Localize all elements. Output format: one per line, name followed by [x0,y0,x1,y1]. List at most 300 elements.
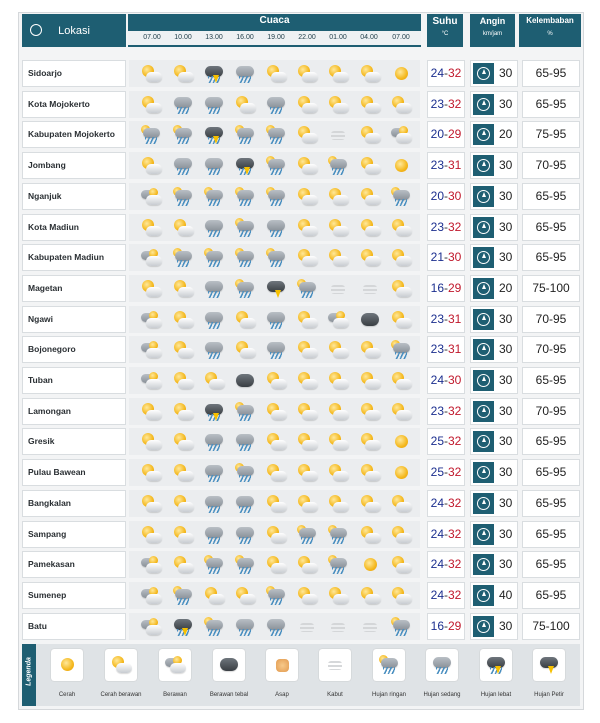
cloud-shape [365,533,381,543]
legend-label: Hujan sedang [423,692,461,698]
wind-cell [470,582,518,609]
sedang-weather-icon [234,525,256,545]
fog-shape [331,131,345,140]
ringan-weather-icon [327,156,349,176]
wind-speed: 20 [499,280,513,295]
temperature-cell [427,91,465,118]
lightning-bolt [244,167,250,175]
temp-separator: - [444,526,448,541]
legend-item-berawan [150,644,200,706]
wind-cell [470,183,518,210]
pc-weather-icon [172,432,194,452]
lightning-bolt [213,413,219,421]
rain-drops [239,291,251,298]
pc-weather-icon [390,95,412,115]
humidity-value: 70-95 [522,398,580,425]
cloud-shape [146,72,162,82]
ringan-weather-icon [265,125,287,145]
legend-swatch [319,649,351,681]
pc-weather-icon [359,525,381,545]
temp-max: 32 [448,526,462,541]
ringan-weather-icon [203,187,225,207]
city-name: Pamekasan [22,551,126,578]
rain-drops [239,475,251,482]
compass-icon [473,186,494,207]
cloud-shape [365,133,381,143]
ringan-weather-icon [203,248,225,268]
pc-weather-icon [359,95,381,115]
pc-weather-icon [359,218,381,238]
cloud-shape [333,410,349,420]
rain-drops [332,537,344,544]
compass-needle [482,223,486,228]
compass-icon [473,524,494,545]
temp-separator: - [444,434,448,449]
pc-weather-icon [172,525,194,545]
lebat-weather-icon [203,125,225,145]
cloud-shape [365,226,381,236]
compass-icon [473,431,494,452]
rain-drops [208,230,220,237]
sedang-weather-icon [172,95,194,115]
compass-icon [473,124,494,145]
rain-drops [436,667,448,674]
pc-weather-icon [359,432,381,452]
pc-weather-icon [265,525,287,545]
cloud-shape [365,103,381,113]
cloud-shape [146,625,162,635]
cloud-shape [146,103,162,113]
temp-min: 24 [430,495,444,510]
pc-weather-icon [172,494,194,514]
time-label: 13.00 [205,34,223,41]
temp-min: 25 [430,465,444,480]
legend-label: Berawan [163,692,187,698]
cloud-shape [302,502,318,512]
compass-needle [482,499,486,504]
wind-speed: 30 [499,342,513,357]
legend-item-cerah [42,644,92,706]
cloud-shape [146,594,162,604]
cloud-shape [365,379,381,389]
cerah-weather-icon [390,64,412,84]
cloud-shape [333,72,349,82]
cloud-shape [365,256,381,266]
table-row [22,428,580,455]
temp-separator: - [444,311,448,326]
compass-needle [482,560,486,565]
header-kelembaban-label: Kelembaban [526,16,574,25]
rain-drops [239,629,251,636]
cloud-shape [302,72,318,82]
temp-max: 30 [448,250,462,265]
sedang-weather-icon [203,156,225,176]
cloud-shape [396,594,412,604]
ringan-weather-icon [234,187,256,207]
lebat-weather-icon [203,64,225,84]
compass-needle [482,161,486,166]
sedang-weather-icon [203,279,225,299]
ringan-weather-icon [265,586,287,606]
pc-weather-icon [327,432,349,452]
tebal-weather-icon [218,655,240,675]
rain-drops [208,506,220,513]
cloud-shape [236,374,254,387]
cloud-shape [146,195,162,205]
compass-icon [473,247,494,268]
pc-weather-icon [296,156,318,176]
legend-swatch [213,649,245,681]
berawan-weather-icon [140,187,162,207]
temp-min: 24 [430,557,444,572]
legend-item-kabut [310,644,360,706]
temp-min: 20 [430,188,444,203]
ringan-weather-icon [172,187,194,207]
cloud-shape [178,563,194,573]
cloud-shape [302,133,318,143]
temp-max: 29 [448,127,462,142]
weather-strip [129,428,420,455]
compass-icon [473,554,494,575]
temp-separator: - [444,158,448,173]
cloud-shape [178,72,194,82]
pc-weather-icon [390,402,412,422]
wind-speed: 30 [499,403,513,418]
kabut-weather-icon [296,617,318,637]
wind-cell [470,613,518,640]
table-row [22,60,580,87]
pc-weather-icon [296,125,318,145]
legend-swatch [480,649,512,681]
cloud-shape [396,502,412,512]
sun-shape [395,466,408,479]
compass-needle [482,530,486,535]
ringan-weather-icon [234,218,256,238]
rain-drops [208,168,220,175]
time-row [128,31,421,45]
humidity-value: 65-95 [522,551,580,578]
compass-needle [482,100,486,105]
compass-icon [473,63,494,84]
pc-weather-icon [140,95,162,115]
rain-drops [208,629,220,636]
cloud-shape [396,533,412,543]
cloud-shape [146,226,162,236]
legend-swatch [373,649,405,681]
ringan-weather-icon [327,555,349,575]
pc-weather-icon [390,494,412,514]
header-angin-label: Angin [479,16,506,26]
berawan-weather-icon [327,310,349,330]
sedang-weather-icon [234,432,256,452]
lebat-weather-icon [485,655,507,675]
pc-weather-icon [265,555,287,575]
sun-shape [395,159,408,172]
time-label: 01.00 [329,34,347,41]
sedang-weather-icon [234,617,256,637]
temperature-cell [427,428,465,455]
compass-icon [473,370,494,391]
legend-label: Cerah [58,692,76,698]
pc-weather-icon [327,187,349,207]
compass-needle [482,376,486,381]
temp-max: 31 [448,158,462,173]
fog-shape [363,623,377,632]
humidity-value: 70-95 [522,152,580,179]
pc-weather-icon [140,525,162,545]
header-cuaca [128,14,421,47]
sedang-weather-icon [203,494,225,514]
cloud-shape [271,72,287,82]
cloud-shape [333,440,349,450]
pc-weather-icon [234,310,256,330]
time-label: 04.00 [360,34,378,41]
cloud-shape [240,318,256,328]
temp-min: 25 [430,434,444,449]
lebat-weather-icon [234,156,256,176]
cloud-shape [333,256,349,266]
wind-cell [470,398,518,425]
rain-drops [270,260,282,267]
compass-icon [473,401,494,422]
pc-weather-icon [327,494,349,514]
ringan-weather-icon [234,555,256,575]
temperature-cell [427,367,465,394]
rain-drops [395,199,407,206]
lightning-bolt [182,628,188,636]
rain-drops [270,137,282,144]
wind-speed: 30 [499,188,513,203]
cloud-shape [396,410,412,420]
rain-drops [270,322,282,329]
compass-needle [482,130,486,135]
ringan-weather-icon [390,187,412,207]
pc-weather-icon [296,586,318,606]
wind-cell [470,152,518,179]
compass-icon [473,278,494,299]
sedang-weather-icon [172,156,194,176]
temp-max: 32 [448,403,462,418]
wind-speed: 30 [499,158,513,173]
temp-separator: - [444,219,448,234]
ringan-weather-icon [234,279,256,299]
temp-min: 16 [430,280,444,295]
temperature-cell [427,244,465,271]
cloud-shape [302,195,318,205]
temperature-cell [427,336,465,363]
cloud-shape [116,663,132,673]
pc-weather-icon [327,64,349,84]
cloud-shape [271,563,287,573]
cloud-shape [365,440,381,450]
table-row [22,582,580,609]
city-name: Kota Mojokerto [22,91,126,118]
temp-min: 21 [430,250,444,265]
legend-label: Berawan tebal [209,692,249,698]
cloud-shape [302,440,318,450]
legend-item-sedang [417,644,467,706]
temp-min: 23 [430,219,444,234]
pc-weather-icon [265,494,287,514]
pc-weather-icon [140,218,162,238]
wind-cell [470,336,518,363]
pc-weather-icon [234,340,256,360]
pc-weather-icon [390,555,412,575]
berawan-weather-icon [140,371,162,391]
rain-drops [208,537,220,544]
humidity-value: 75-100 [522,275,580,302]
sedang-weather-icon [265,617,287,637]
cloud-shape [146,379,162,389]
table-row [22,398,580,425]
cerah-weather-icon [56,655,78,675]
header-suhu-label: Suhu [432,16,458,27]
table-row [22,336,580,363]
pc-weather-icon [296,555,318,575]
cloud-shape [333,502,349,512]
weather-strip [129,306,420,333]
pc-weather-icon [203,371,225,391]
cloud-shape [146,318,162,328]
pc-weather-icon [265,432,287,452]
weather-strip [129,336,420,363]
table-row [22,275,580,302]
legend-item-pc [96,644,146,706]
cloud-shape [178,533,194,543]
kabut-weather-icon [324,655,346,675]
table-row [22,521,580,548]
lightning-bolt [275,290,281,298]
pc-weather-icon [172,340,194,360]
cloud-shape [178,471,194,481]
cloud-shape [240,594,256,604]
rain-drops [208,352,220,359]
legend-label: Asap [275,692,289,698]
cloud-shape [302,563,318,573]
wind-speed: 30 [499,465,513,480]
cloud-shape [240,348,256,358]
city-name: Lamongan [22,398,126,425]
ringan-weather-icon [327,525,349,545]
cloud-shape [209,594,225,604]
temp-max: 29 [448,280,462,295]
legend-swatch [105,649,137,681]
fog-shape [300,623,314,632]
pc-weather-icon [327,248,349,268]
compass-icon [473,217,494,238]
pc-weather-icon [359,156,381,176]
pc-weather-icon [296,248,318,268]
wind-cell [470,521,518,548]
table-row [22,152,580,179]
wind-speed: 30 [499,219,513,234]
cloud-shape [361,313,379,326]
wind-speed: 30 [499,557,513,572]
ringan-weather-icon [234,125,256,145]
lightning-bolt [213,75,219,83]
fog-shape [331,623,345,632]
berawan-weather-icon [140,555,162,575]
pc-weather-icon [140,279,162,299]
temperature-cell [427,521,465,548]
temp-max: 32 [448,219,462,234]
temp-max: 29 [448,618,462,633]
temp-min: 23 [430,96,444,111]
pc-weather-icon [140,402,162,422]
pc-weather-icon [359,463,381,483]
weather-strip [129,367,420,394]
rain-drops [177,260,189,267]
temperature-cell [427,306,465,333]
compass-needle [482,437,486,442]
compass-icon [473,616,494,637]
sun-shape [395,67,408,80]
rain-drops [332,168,344,175]
cloud-shape [271,471,287,481]
pc-weather-icon [172,463,194,483]
sedang-weather-icon [265,340,287,360]
cloud-shape [271,379,287,389]
pc-weather-icon [296,64,318,84]
ringan-weather-icon [265,156,287,176]
cloud-shape [178,410,194,420]
compass-needle [482,284,486,289]
pc-weather-icon [110,655,132,675]
cloud-shape [333,318,349,328]
cloud-shape [365,410,381,420]
pc-weather-icon [140,64,162,84]
city-name: Bojonegoro [22,336,126,363]
city-name: Ngawi [22,306,126,333]
ringan-weather-icon [378,655,400,675]
weather-strip [129,459,420,486]
tebal-weather-icon [234,371,256,391]
table-row [22,367,580,394]
kabut-weather-icon [359,617,381,637]
sedang-weather-icon [234,64,256,84]
pc-weather-icon [359,402,381,422]
cloud-shape [365,471,381,481]
header-cuaca-label: Cuaca [259,15,290,26]
berawan-weather-icon [140,310,162,330]
header-kelembaban [519,14,581,47]
temp-separator: - [444,403,448,418]
pc-weather-icon [265,371,287,391]
humidity-value: 65-95 [522,428,580,455]
humidity-value: 75-95 [522,121,580,148]
pc-weather-icon [234,586,256,606]
sedang-weather-icon [203,340,225,360]
temp-separator: - [444,127,448,142]
compass-icon [473,585,494,606]
city-name: Pulau Bawean [22,459,126,486]
humidity-value: 65-95 [522,183,580,210]
rain-drops [177,107,189,114]
berawan-weather-icon [140,248,162,268]
humidity-value: 65-95 [522,521,580,548]
wind-cell [470,490,518,517]
weather-strip [129,275,420,302]
pc-weather-icon [390,310,412,330]
cloud-shape [178,348,194,358]
humidity-value: 65-95 [522,60,580,87]
humidity-value: 70-95 [522,306,580,333]
lightning-bolt [548,666,554,674]
rain-drops [208,444,220,451]
temp-min: 24 [430,526,444,541]
header-angin-unit: km/jam [482,31,503,37]
cerah-weather-icon [390,463,412,483]
